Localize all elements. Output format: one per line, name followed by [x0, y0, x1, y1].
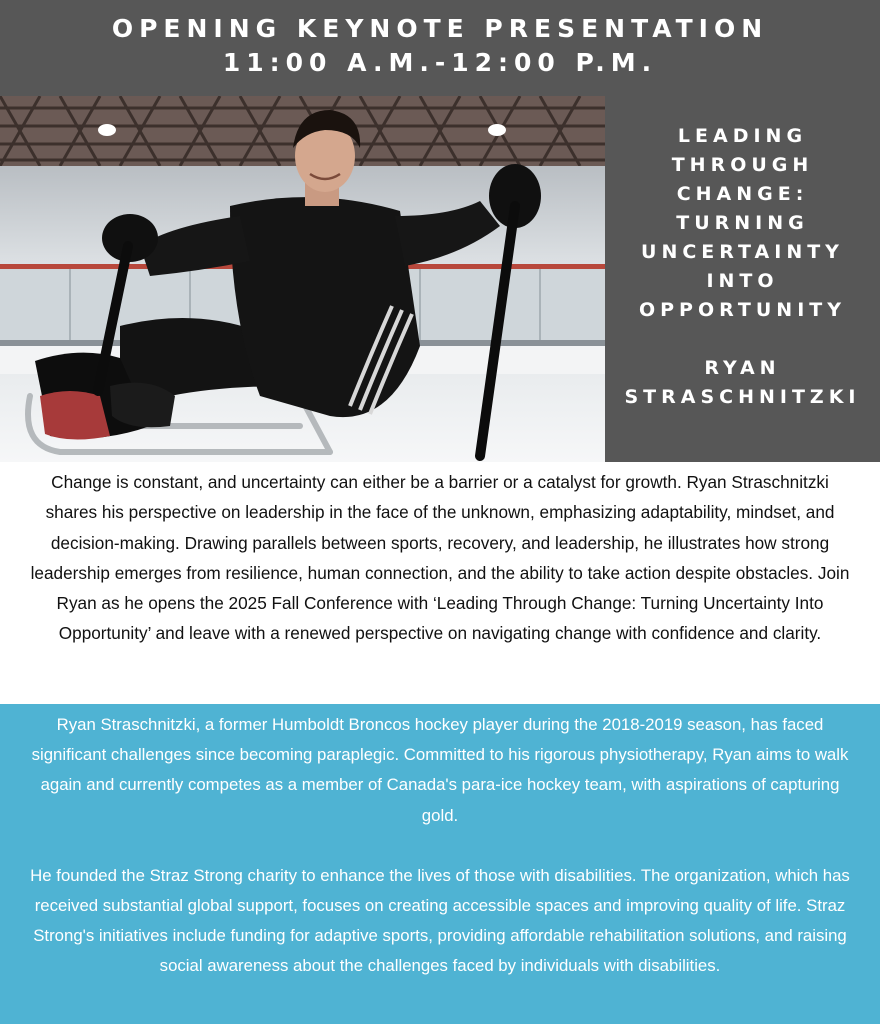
- speaker-photo-illustration: [0, 96, 605, 462]
- bio-paragraph: Ryan Straschnitzki, a former Humboldt Broncos hockey player during the 2018-2019 season, has faced significant challenges since becoming paraplegic. Committed to his rigorous physiotherapy, Ryan aims to walk again and currently competes as a member of Canada's para-ice hockey team, with aspirations of capturing gold.: [31, 715, 849, 825]
- keynote-sidebar: [605, 96, 880, 462]
- bio-paragraph: He founded the Straz Strong charity to enhance the lives of those with disabilities. The organization, which has received substantial global support, focuses on creating accessible spaces and improving quality of life. Straz Strong's initiatives include funding for adaptive sports, providing affordable rehabilitation solutions, and raising social awareness about the challenges faced by individuals with disabilities.: [30, 865, 850, 976]
- event-time: 11:00 A.M.-12:00 P.M.: [222, 48, 658, 77]
- keynote-title-line: CHANGE:: [676, 183, 809, 205]
- speaker-name: [605, 354, 880, 412]
- keynote-description: Change is constant, and uncertainty can either be a barrier or a catalyst for growth. Ryan Straschnitzki shares his perspective on leadership in the face of the unknown, emphasizing adaptability, mindset, and decision-making. Drawing parallels between sports, recovery, and leadership, he illustrates how strong leadership emerges from resilience, human connection, and the ability to take action despite obstacles. Join Ryan as he opens the 2025 Fall Conference with ‘Leading Through Change: Turning Uncertainty Into Opportunity’ and leave with a renewed perspective on navigating change with confidence and clarity.: [0, 462, 880, 704]
- keynote-title-line: INTO: [706, 270, 779, 292]
- event-title: OPENING KEYNOTE PRESENTATION: [111, 14, 769, 43]
- keynote-title: [605, 122, 880, 325]
- speaker-first-name: RYAN: [704, 357, 781, 379]
- keynote-title-line: UNCERTAINTY: [641, 241, 844, 263]
- event-header: [0, 0, 880, 96]
- keynote-title-line: OPPORTUNITY: [638, 299, 846, 321]
- speaker-last-name: STRASCHNITZKI: [624, 386, 861, 408]
- speaker-photo: [0, 96, 605, 462]
- speaker-bio: [0, 704, 880, 1024]
- keynote-title-line: LEADING: [677, 125, 808, 147]
- keynote-title-line: TURNING: [676, 212, 809, 234]
- keynote-title-line: THROUGH: [671, 154, 814, 176]
